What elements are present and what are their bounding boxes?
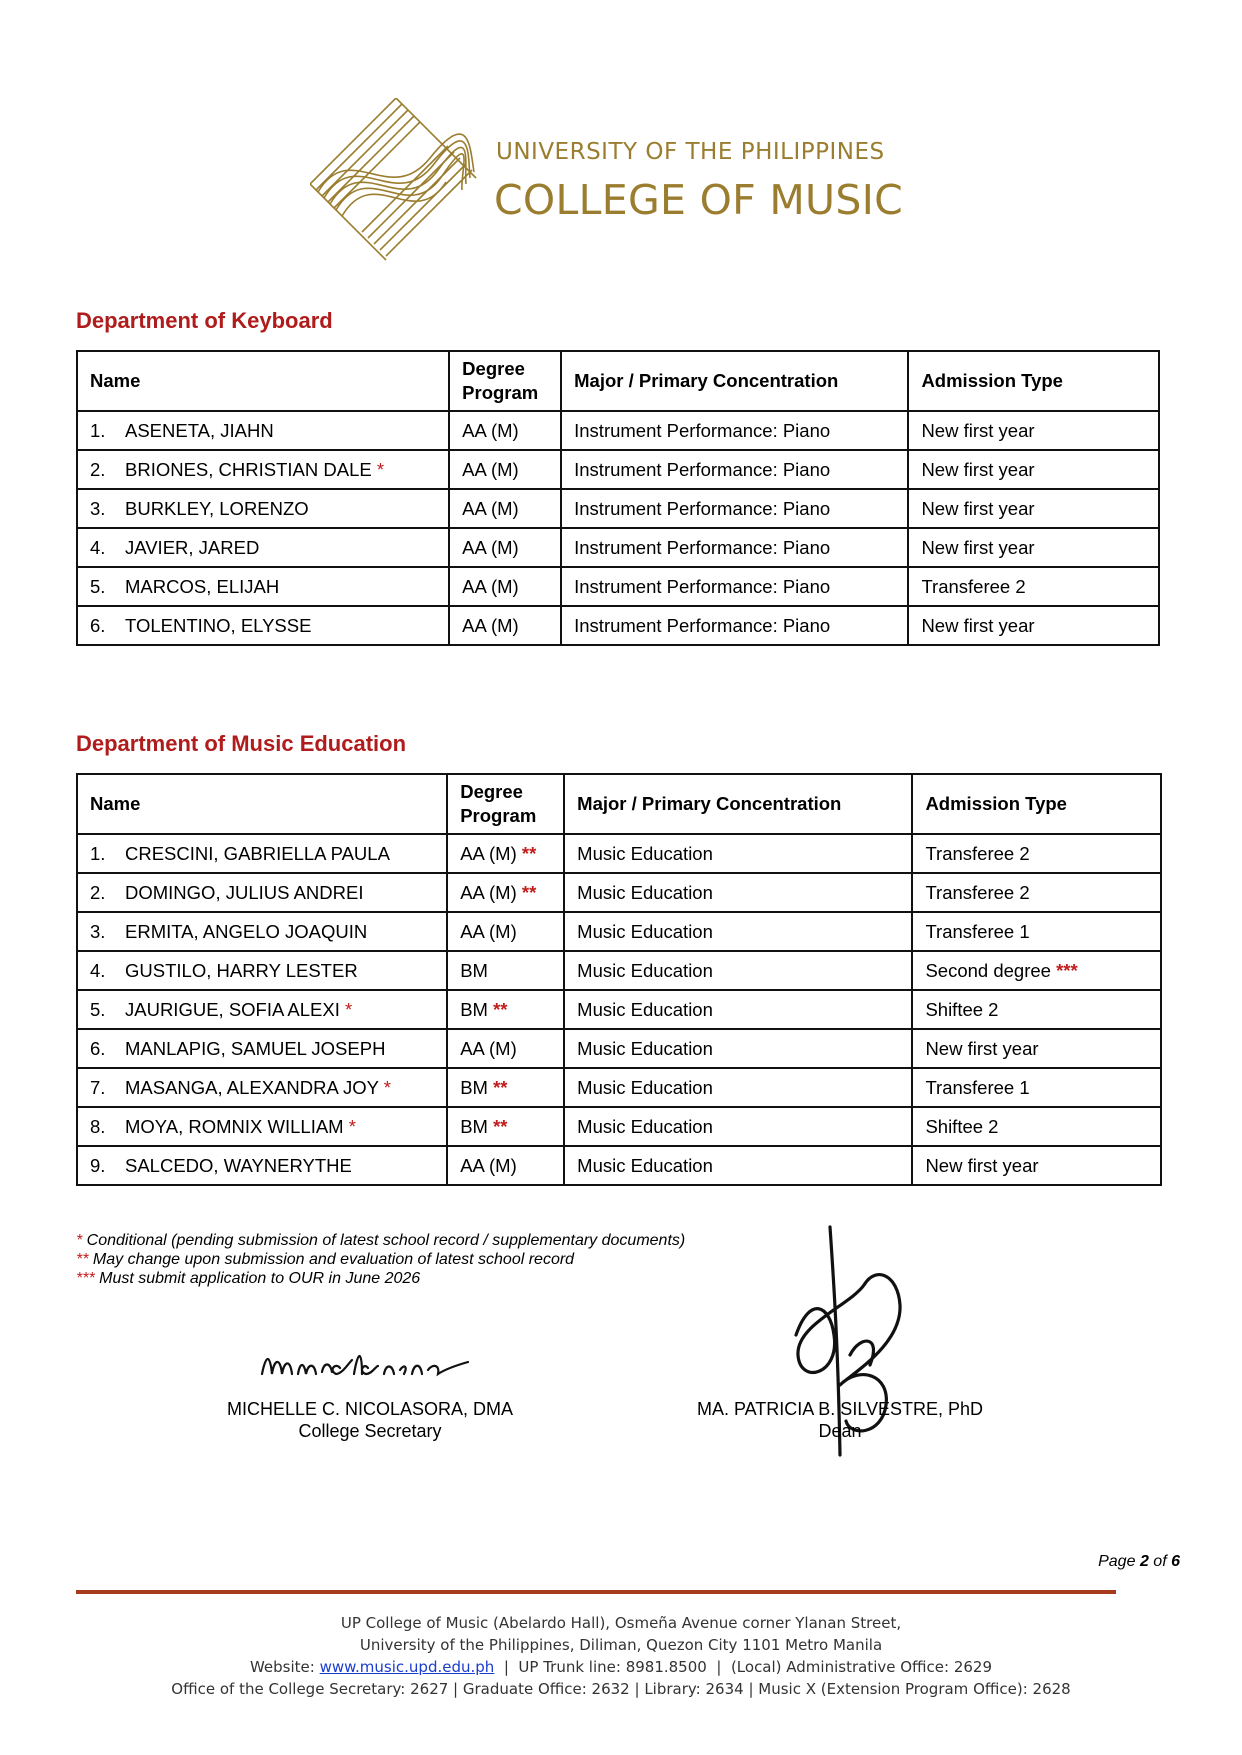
cell-degree: BM ** bbox=[447, 990, 564, 1029]
cell-admission: New first year bbox=[908, 411, 1159, 450]
table-row bbox=[77, 411, 1159, 450]
cell-name: 5. JAURIGUE, SOFIA ALEXI * bbox=[77, 990, 447, 1029]
footer-contact-line: Website: www.music.upd.edu.ph | UP Trunk line: 8981.8500 | (Local) Administrative Office: 2629 bbox=[249, 1658, 993, 1676]
cell-degree: AA (M) ** bbox=[447, 873, 564, 912]
footnotes bbox=[76, 1231, 685, 1288]
cell-name: 2. BRIONES, CHRISTIAN DALE * bbox=[77, 450, 449, 489]
cell-admission: Second degree *** bbox=[912, 951, 1161, 990]
cell-name: 3. ERMITA, ANGELO JOAQUIN bbox=[77, 912, 447, 951]
keyboard-dept-title: Department of Keyboard bbox=[76, 308, 333, 333]
cell-major: Instrument Performance: Piano bbox=[561, 489, 908, 528]
signatory-role: Dean bbox=[818, 1421, 862, 1441]
signatory-secretary bbox=[200, 1398, 540, 1442]
cell-admission: New first year bbox=[908, 489, 1159, 528]
table-row bbox=[77, 873, 1161, 912]
cell-major: Music Education bbox=[564, 990, 912, 1029]
degree-mark: ** bbox=[493, 1076, 508, 1098]
up-college-of-music-logo-icon bbox=[310, 98, 480, 264]
table-row bbox=[77, 951, 1161, 990]
music-education-dept-title: Department of Music Education bbox=[76, 731, 407, 756]
cell-admission: New first year bbox=[908, 528, 1159, 567]
col-major: Major / Primary Concentration bbox=[561, 351, 908, 411]
cell-name: 9. SALCEDO, WAYNERYTHE bbox=[77, 1146, 447, 1185]
cell-major: Instrument Performance: Piano bbox=[561, 450, 908, 489]
cell-name: 4. GUSTILO, HARRY LESTER bbox=[77, 951, 447, 990]
cell-name: 5. MARCOS, ELIJAH bbox=[77, 567, 449, 606]
table-row bbox=[77, 834, 1161, 873]
cell-major: Music Education bbox=[564, 834, 912, 873]
cell-name: 6. MANLAPIG, SAMUEL JOSEPH bbox=[77, 1029, 447, 1068]
keyboard-table bbox=[76, 350, 1160, 646]
degree-mark: ** bbox=[521, 881, 537, 903]
table-header-row bbox=[77, 351, 1159, 411]
secretary-signature-icon bbox=[258, 1340, 508, 1390]
table-row bbox=[77, 1146, 1161, 1185]
footnote-1: * Conditional (pending submission of latest school record / supplementary documents) bbox=[76, 1232, 686, 1249]
cell-major: Music Education bbox=[564, 873, 912, 912]
cell-degree: AA (M) bbox=[449, 567, 561, 606]
col-name: Name bbox=[77, 351, 449, 411]
cell-major: Music Education bbox=[564, 1146, 912, 1185]
cell-name: 8. MOYA, ROMNIX WILLIAM * bbox=[77, 1107, 447, 1146]
table-row bbox=[77, 606, 1159, 645]
degree-mark: ** bbox=[493, 1115, 508, 1137]
signatory-dean bbox=[660, 1398, 1020, 1442]
col-major: Major / Primary Concentration bbox=[564, 774, 912, 834]
cell-major: Music Education bbox=[564, 1107, 912, 1146]
condition-mark: * bbox=[383, 1076, 391, 1098]
cell-major: Music Education bbox=[564, 951, 912, 990]
footer-address-line2: University of the Philippines, Diliman, Quezon City 1101 Metro Manila bbox=[359, 1636, 883, 1654]
footer-address-line1: UP College of Music (Abelardo Hall), Osmeña Avenue corner Ylanan Street, bbox=[340, 1614, 902, 1632]
footnote-2: ** May change upon submission and evaluation of latest school record bbox=[76, 1251, 575, 1268]
col-degree: Degree Program bbox=[449, 351, 561, 411]
cell-name: 6. TOLENTINO, ELYSSE bbox=[77, 606, 449, 645]
cell-degree: AA (M) bbox=[447, 1146, 564, 1185]
footer bbox=[0, 1612, 1242, 1700]
cell-degree: AA (M) ** bbox=[447, 834, 564, 873]
signatory-name: MICHELLE C. NICOLASORA, DMA bbox=[226, 1399, 514, 1419]
cell-degree: BM ** bbox=[447, 1107, 564, 1146]
cell-degree: AA (M) bbox=[449, 489, 561, 528]
cell-admission: New first year bbox=[912, 1029, 1161, 1068]
condition-mark: * bbox=[348, 1115, 356, 1137]
cell-major: Music Education bbox=[564, 912, 912, 951]
table-row bbox=[77, 990, 1161, 1029]
table-row bbox=[77, 567, 1159, 606]
cell-major: Instrument Performance: Piano bbox=[561, 411, 908, 450]
cell-major: Instrument Performance: Piano bbox=[561, 606, 908, 645]
cell-degree: AA (M) bbox=[449, 606, 561, 645]
cell-major: Music Education bbox=[564, 1068, 912, 1107]
cell-admission: Transferee 2 bbox=[908, 567, 1159, 606]
website-link[interactable]: www.music.upd.edu.ph bbox=[319, 1658, 495, 1676]
col-admission: Admission Type bbox=[908, 351, 1159, 411]
admission-mark: *** bbox=[1056, 959, 1078, 981]
cell-name: 7. MASANGA, ALEXANDRA JOY * bbox=[77, 1068, 447, 1107]
cell-degree: AA (M) bbox=[449, 528, 561, 567]
cell-degree: AA (M) bbox=[449, 411, 561, 450]
cell-admission: Shiftee 2 bbox=[912, 990, 1161, 1029]
signatory-role: College Secretary bbox=[298, 1421, 442, 1441]
cell-admission: New first year bbox=[908, 606, 1159, 645]
cell-degree: BM bbox=[447, 951, 564, 990]
degree-mark: ** bbox=[521, 842, 537, 864]
cell-degree: AA (M) bbox=[447, 912, 564, 951]
table-header-row bbox=[77, 774, 1161, 834]
footnote-3: *** Must submit application to OUR in June 2026 bbox=[76, 1270, 421, 1287]
cell-admission: Shiftee 2 bbox=[912, 1107, 1161, 1146]
cell-admission: Transferee 2 bbox=[912, 873, 1161, 912]
cell-name: 3. BURKLEY, LORENZO bbox=[77, 489, 449, 528]
degree-mark: ** bbox=[493, 998, 508, 1020]
cell-name: 1. ASENETA, JIAHN bbox=[77, 411, 449, 450]
cell-name: 1. CRESCINI, GABRIELLA PAULA bbox=[77, 834, 447, 873]
cell-name: 2. DOMINGO, JULIUS ANDREI bbox=[77, 873, 447, 912]
col-degree: Degree Program bbox=[447, 774, 564, 834]
music-education-table bbox=[76, 773, 1162, 1186]
table-row bbox=[77, 528, 1159, 567]
footer-divider bbox=[76, 1590, 1116, 1594]
cell-major: Instrument Performance: Piano bbox=[561, 528, 908, 567]
cell-admission: Transferee 2 bbox=[912, 834, 1161, 873]
cell-admission: Transferee 1 bbox=[912, 1068, 1161, 1107]
table-row bbox=[77, 489, 1159, 528]
condition-mark: * bbox=[345, 998, 353, 1020]
cell-name: 4. JAVIER, JARED bbox=[77, 528, 449, 567]
cell-major: Music Education bbox=[564, 1029, 912, 1068]
condition-mark: * bbox=[376, 458, 385, 480]
signatory-name: MA. PATRICIA B. SILVESTRE, PhD bbox=[696, 1399, 984, 1419]
college-name: COLLEGE OF MUSIC bbox=[494, 176, 904, 224]
university-name: UNIVERSITY OF THE PHILIPPINES bbox=[496, 139, 885, 165]
footer-offices-line: Office of the College Secretary: 2627 | Graduate Office: 2632 | Library: 2634 | Music X (Extension Program Office): 2628 bbox=[171, 1680, 1071, 1698]
col-admission: Admission Type bbox=[912, 774, 1161, 834]
cell-admission: New first year bbox=[912, 1146, 1161, 1185]
cell-admission: New first year bbox=[908, 450, 1159, 489]
cell-degree: BM ** bbox=[447, 1068, 564, 1107]
table-row bbox=[77, 1107, 1161, 1146]
table-row bbox=[77, 1068, 1161, 1107]
table-row bbox=[77, 450, 1159, 489]
cell-degree: AA (M) bbox=[447, 1029, 564, 1068]
table-row bbox=[77, 1029, 1161, 1068]
cell-degree: AA (M) bbox=[449, 450, 561, 489]
col-name: Name bbox=[77, 774, 447, 834]
cell-admission: Transferee 1 bbox=[912, 912, 1161, 951]
page-number: Page 2 of 6 bbox=[1098, 1553, 1180, 1570]
cell-major: Instrument Performance: Piano bbox=[561, 567, 908, 606]
table-row bbox=[77, 912, 1161, 951]
